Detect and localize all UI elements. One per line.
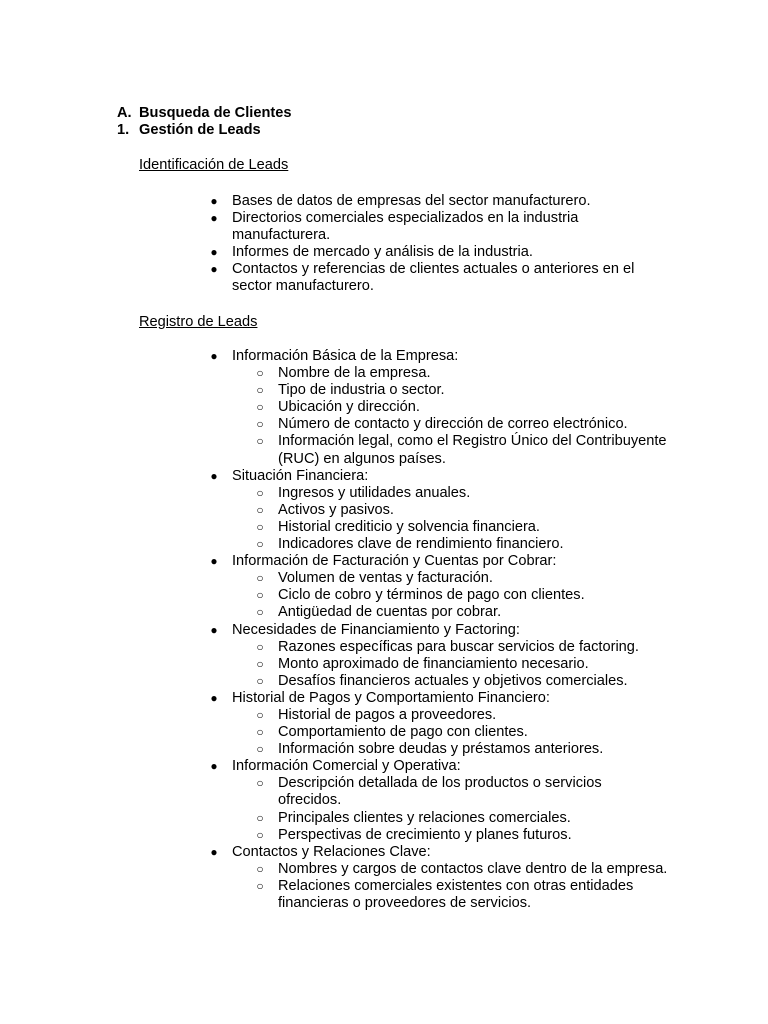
section-a-heading — [117, 105, 291, 122]
sub-list-item: ○ Información sobre deudas y préstamos anteriores. — [232, 741, 668, 758]
sub-list-item: ○ Principales clientes y relaciones comerciales. — [232, 810, 668, 827]
registro-heading: Registro de Leads — [139, 314, 258, 330]
sub-list-item: ○ Historial crediticio y solvencia financiera. — [232, 519, 668, 536]
sub-list-item: ○ Ingresos y utilidades anuales. — [232, 485, 668, 502]
bullet-icon: ● — [210, 194, 218, 208]
bullet-icon: ● — [210, 690, 218, 705]
section-1-marker: 1. — [117, 122, 130, 138]
circle-bullet-icon: ○ — [256, 639, 264, 654]
sub-list — [232, 485, 672, 553]
bullet-icon: ● — [210, 844, 218, 859]
list-item: ● Contactos y Relaciones Clave: ○ Nombres y cargos de contactos clave dentro de la empresa. ○ Relaciones comerciales existentes con otras entidades financieras o proveedores de servicios. — [0, 844, 672, 912]
bullet-icon: ● — [210, 759, 218, 774]
sub-list-item: ○ Activos y pasivos. — [232, 502, 668, 519]
identificacion-list — [0, 193, 672, 296]
sub-list — [232, 775, 672, 843]
section-a-marker: A. — [117, 105, 132, 121]
circle-bullet-icon: ○ — [256, 383, 264, 398]
sub-list — [232, 570, 672, 621]
list-item: ● Contactos y referencias de clientes actuales o anteriores en el sector manufacturero. — [0, 261, 672, 295]
bullet-icon: ● — [210, 554, 218, 569]
circle-bullet-icon: ○ — [256, 673, 264, 688]
list-item: ● Necesidades de Financiamiento y Factoring: ○ Razones específicas para buscar servicios de factoring. ○ Monto aproximado de financiamiento necesario. ○ Desafíos financieros actuales y objetivos comerciales. — [0, 622, 672, 690]
list-item: ● Bases de datos de empresas del sector manufacturero. — [0, 193, 672, 210]
sub-list-item: ○ Tipo de industria o sector. — [232, 382, 668, 399]
circle-bullet-icon: ○ — [256, 588, 264, 603]
circle-bullet-icon: ○ — [256, 485, 264, 500]
section-1-heading — [117, 122, 261, 139]
circle-bullet-icon: ○ — [256, 502, 264, 517]
bullet-icon: ● — [210, 622, 218, 637]
bullet-icon: ● — [210, 262, 218, 277]
sub-list-item: ○ Indicadores clave de rendimiento financiero. — [232, 536, 668, 553]
registro-list — [0, 348, 672, 912]
bullet-icon: ● — [210, 245, 218, 260]
list-item: ● Directorios comerciales especializados en la industria manufacturera. — [0, 210, 672, 244]
sub-list-item: ○ Relaciones comerciales existentes con otras entidades financieras o proveedores de servicios. — [232, 878, 668, 912]
circle-bullet-icon: ○ — [256, 827, 264, 842]
sub-list-item: ○ Monto aproximado de financiamiento necesario. — [232, 656, 668, 673]
sub-list-item: ○ Antigüedad de cuentas por cobrar. — [232, 604, 668, 621]
sub-list-item: ○ Comportamiento de pago con clientes. — [232, 724, 668, 741]
circle-bullet-icon: ○ — [256, 776, 264, 791]
circle-bullet-icon: ○ — [256, 366, 264, 381]
circle-bullet-icon: ○ — [256, 707, 264, 722]
circle-bullet-icon: ○ — [256, 519, 264, 534]
list-item: ● Información Básica de la Empresa: ○ Nombre de la empresa. ○ Tipo de industria o sector. ○ Ubicación y dirección. ○ Número de contacto y dirección de correo electrónico. ○ Información legal, como el Registro Único del Contribuyente (RUC) en algunos países. — [0, 348, 672, 468]
section-a-title: Busqueda de Clientes — [139, 105, 292, 121]
list-item: ● Información de Facturación y Cuentas por Cobrar: ○ Volumen de ventas y facturación. ○ Ciclo de cobro y términos de pago con clientes. ○ Antigüedad de cuentas por cobrar. — [0, 553, 672, 621]
sub-list — [232, 861, 672, 912]
circle-bullet-icon: ○ — [256, 810, 264, 825]
sub-list-item: ○ Nombre de la empresa. — [232, 365, 668, 382]
bullet-icon: ● — [210, 211, 218, 226]
sub-list-item: ○ Desafíos financieros actuales y objetivos comerciales. — [232, 673, 668, 690]
circle-bullet-icon: ○ — [256, 878, 264, 893]
circle-bullet-icon: ○ — [256, 417, 264, 432]
sub-list — [232, 707, 672, 758]
sub-list-item: ○ Ubicación y dirección. — [232, 399, 668, 416]
sub-list-item: ○ Historial de pagos a proveedores. — [232, 707, 668, 724]
identificacion-heading: Identificación de Leads — [139, 157, 289, 173]
list-item: ● Situación Financiera: ○ Ingresos y utilidades anuales. ○ Activos y pasivos. ○ Historial crediticio y solvencia financiera. ○ Indicadores clave de rendimiento financiero. — [0, 468, 672, 553]
circle-bullet-icon: ○ — [256, 725, 264, 740]
bullet-icon: ● — [210, 468, 218, 483]
sub-list-item: ○ Razones específicas para buscar servicios de factoring. — [232, 639, 668, 656]
sub-list — [232, 365, 672, 468]
sub-list-item: ○ Número de contacto y dirección de correo electrónico. — [232, 416, 668, 433]
section-1-title: Gestión de Leads — [139, 122, 261, 138]
circle-bullet-icon: ○ — [256, 571, 264, 586]
sub-list-item: ○ Volumen de ventas y facturación. — [232, 570, 668, 587]
sub-list-item: ○ Perspectivas de crecimiento y planes futuros. — [232, 827, 668, 844]
sub-list-item: ○ Descripción detallada de los productos o servicios ofrecidos. — [232, 775, 668, 809]
circle-bullet-icon: ○ — [256, 400, 264, 415]
sub-list-item: ○ Ciclo de cobro y términos de pago con clientes. — [232, 587, 668, 604]
list-item: ● Historial de Pagos y Comportamiento Financiero: ○ Historial de pagos a proveedores. ○ Comportamiento de pago con clientes. ○ Información sobre deudas y préstamos anteriores. — [0, 690, 672, 758]
list-item: ● Información Comercial y Operativa: ○ Descripción detallada de los productos o servicios ofrecidos. ○ Principales clientes y relaciones comerciales. ○ Perspectivas de crecimiento y planes futuros. — [0, 758, 672, 843]
circle-bullet-icon: ○ — [256, 537, 264, 552]
sub-list-item: ○ Nombres y cargos de contactos clave dentro de la empresa. — [232, 861, 668, 878]
list-item: ● Informes de mercado y análisis de la industria. — [0, 244, 672, 261]
bullet-icon: ● — [210, 349, 218, 363]
sub-list-item: ○ Información legal, como el Registro Único del Contribuyente (RUC) en algunos países. — [232, 433, 668, 467]
circle-bullet-icon: ○ — [256, 656, 264, 671]
circle-bullet-icon: ○ — [256, 434, 264, 449]
circle-bullet-icon: ○ — [256, 605, 264, 620]
circle-bullet-icon: ○ — [256, 861, 264, 876]
circle-bullet-icon: ○ — [256, 742, 264, 757]
sub-list — [232, 639, 672, 690]
